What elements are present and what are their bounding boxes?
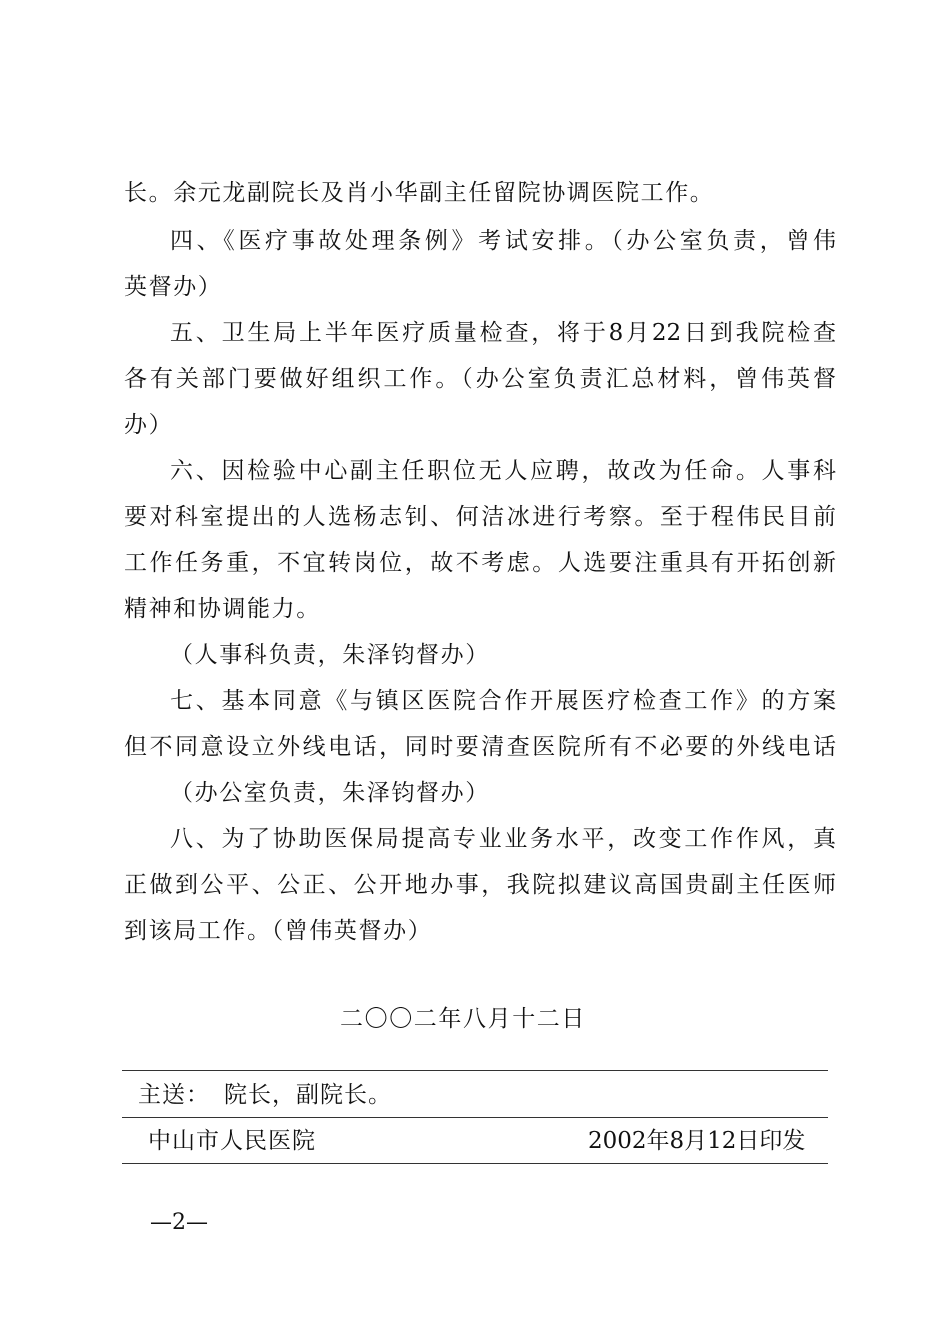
body-line-9: 工作任务重，不宜转岗位，故不考虑。人选要注重具有开拓创新 <box>124 550 836 576</box>
issued-date: 2002年8月12日印发 <box>588 1128 806 1154</box>
issuer: 中山市人民医院 <box>148 1128 316 1154</box>
body-line-4: 五、卫生局上半年医疗质量检查，将于8月22日到我院检查 <box>170 320 836 346</box>
body-line-5: 各有关部门要做好组织工作。（办公室负责汇总材料，曾伟英督 <box>124 366 836 392</box>
body-line-16: 正做到公平、公正、公开地办事，我院拟建议高国贵副主任医师 <box>124 872 836 898</box>
body-line-3: 英督办） <box>124 274 223 300</box>
page-number: —2— <box>150 1210 208 1235</box>
recipients: 院长，副院长。 <box>224 1082 392 1108</box>
body-line-6: 办） <box>124 412 174 438</box>
body-line-1: 长。余元龙副院长及肖小华副主任留院协调医院工作。 <box>124 180 715 206</box>
body-line-17: 到该局工作。（曾伟英督办） <box>124 918 433 944</box>
footer-middle-rule <box>122 1117 828 1118</box>
body-line-7: 六、因检验中心副主任职位无人应聘，故改为任命。人事科 <box>170 458 836 484</box>
footer-bottom-rule <box>122 1163 828 1164</box>
body-line-13: 但不同意设立外线电话，同时要清查医院所有不必要的外线电话 <box>124 734 836 760</box>
body-line-8: 要对科室提出的人选杨志钊、何洁冰进行考察。至于程伟民目前 <box>124 504 836 530</box>
body-line-15: 八、为了协助医保局提高专业业务水平，改变工作作风，真 <box>170 826 836 852</box>
body-line-2: 四、《医疗事故处理条例》考试安排。（办公室负责，曾伟 <box>170 228 836 254</box>
body-line-14: （办公室负责，朱泽钧督办） <box>170 780 490 806</box>
document-date: 二〇〇二年八月十二日 <box>340 1006 586 1032</box>
body-line-12: 七、基本同意《与镇区医院合作开展医疗检查工作》的方案 <box>170 688 836 714</box>
body-line-10: 精神和协调能力。 <box>124 596 321 622</box>
footer-top-rule <box>122 1070 828 1071</box>
body-line-11: （人事科负责，朱泽钧督办） <box>170 642 490 668</box>
recipients-label: 主送： <box>138 1082 210 1108</box>
